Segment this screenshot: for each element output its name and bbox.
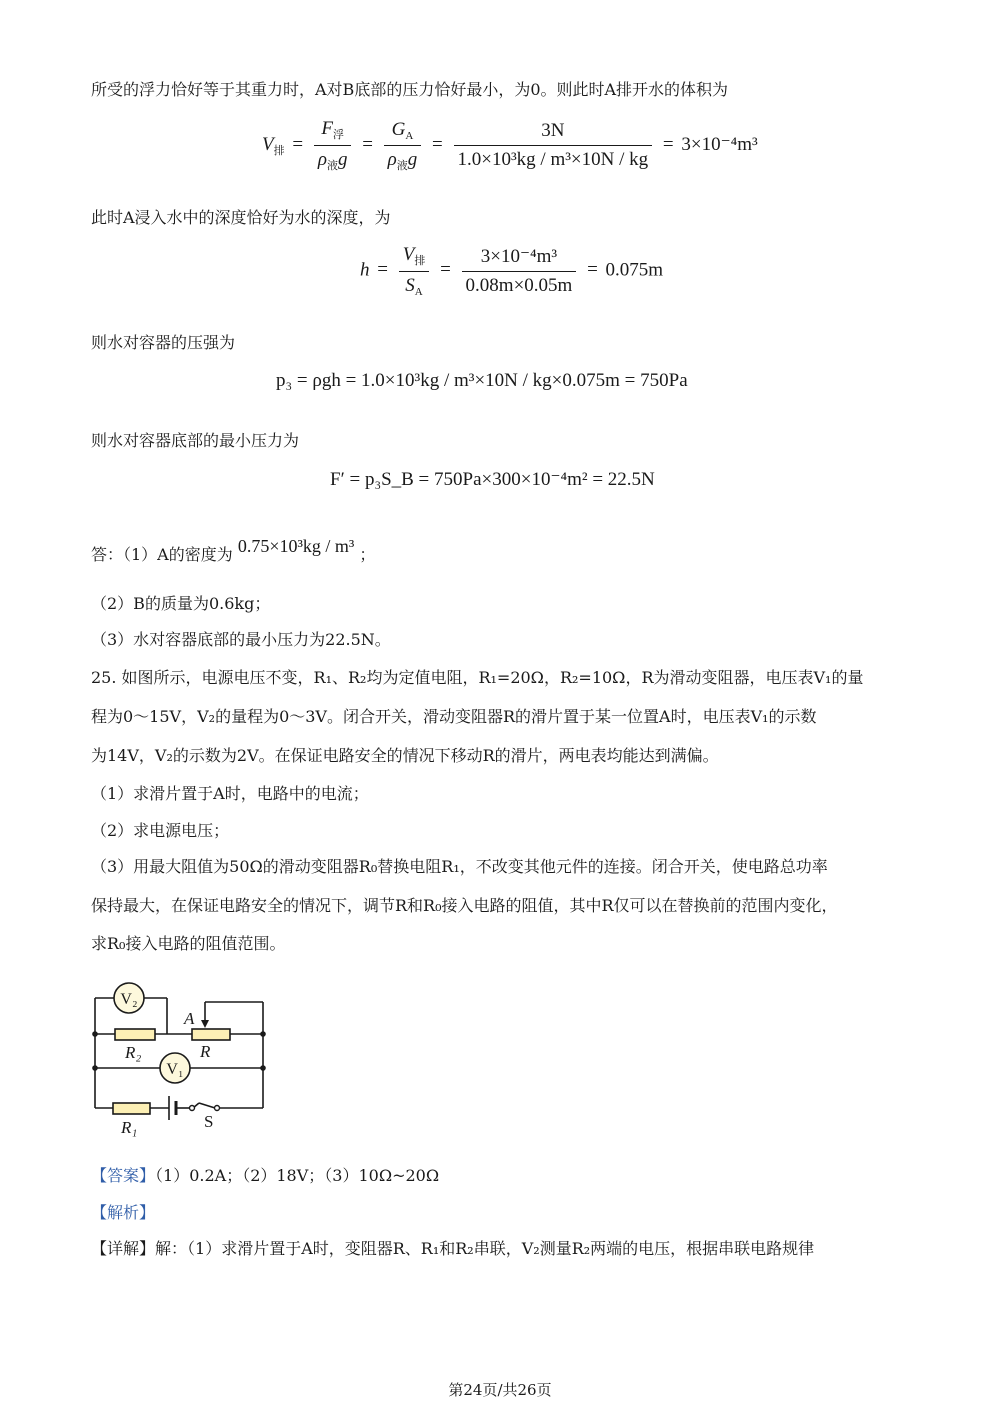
answer-tag: 【答案】	[91, 1166, 156, 1185]
answer-line-3: （3）水对容器底部的最小压力为22.5N。	[91, 630, 391, 649]
rheostat-r	[192, 1029, 230, 1040]
junction-dot	[260, 1065, 266, 1071]
answer-section	[91, 1166, 921, 1186]
switch-contact	[215, 1106, 220, 1111]
equation-min-force: F′ = p₃S_B = 750Pa×300×10⁻⁴m² = 22.5N	[330, 469, 655, 490]
question-25-sub: 求R₀接入电路的阻值范围。	[91, 934, 286, 953]
r1-label: R₁	[121, 1118, 138, 1137]
slider-arrow	[201, 1020, 209, 1028]
question-25-sub: （2）求电源电压；	[91, 821, 230, 840]
analysis-tag: 【解析】	[91, 1203, 156, 1222]
r2-label: R₂	[125, 1043, 142, 1062]
question-25-sub: （1）求滑片置于A时，电路中的电流；	[91, 784, 369, 803]
detail-tag: 【详解】	[91, 1239, 156, 1258]
junction-dot	[92, 1065, 98, 1071]
junction-dot	[260, 1031, 266, 1037]
v2-label: V₂	[120, 991, 138, 1008]
answer-density: 0.75×10³kg / m³	[237, 536, 355, 556]
text-line: 则水对容器底部的最小压力为	[91, 431, 300, 450]
r-label: R	[200, 1042, 211, 1061]
analysis-section	[91, 1203, 921, 1223]
a-label: A	[184, 1009, 195, 1028]
answer-line-1: 答：（1）A的密度为 0.75×10³kg / m³ ；	[91, 536, 376, 564]
detail-section	[91, 1239, 921, 1259]
equation-depth: h = $\frac{V_排}{S_A}$ = $\frac{\text{3×10⁻⁴m³}}{0.08m\times 0.05m}$ = 0.075m	[360, 244, 664, 298]
question-25-sub: 保持最大，在保证电路安全的情况下，调节R和R₀接入电路的阻值，其中R仅可以在替换前的范围内变化，	[91, 896, 838, 915]
resistor-r1	[113, 1103, 150, 1114]
resistor-r2	[115, 1029, 155, 1040]
junction-dot	[92, 1031, 98, 1037]
circuit-diagram	[85, 980, 285, 1140]
text-line: 此时A浸入水中的深度恰好为水的深度，为	[91, 208, 391, 227]
v1-label: V₁	[166, 1061, 184, 1078]
question-25-line: 程为0～15V，V₂的量程为0～3V。闭合开关，滑动变阻器R的滑片置于某一位置A时，电压表V₁的示数	[91, 707, 817, 726]
question-25-line: 25. 如图所示，电源电压不变，R₁、R₂均为定值电阻，R₁=20Ω，R₂=10Ω，R为滑动变阻器，电压表V₁的量	[91, 668, 864, 687]
equation-pressure: p₃ = ρgh = 1.0×10³kg / m³×10N / kg×0.075m = 750Pa	[276, 370, 688, 391]
equation-displaced-volume: $V_排$ = $\frac{F_浮}{\rho_液g}$ = $\frac{G_A}{\rho_液g}$ = $\frac{3N}{\text{1.0×10³kg / m³×10N / kg}}$ = 3×10⁻⁴m³	[262, 118, 758, 172]
s-label: S	[204, 1112, 214, 1131]
switch-contact	[190, 1106, 195, 1111]
question-25-line: 为14V，V₂的示数为2V。在保证电路安全的情况下移动R的滑片，两电表均能达到满偏。	[91, 746, 719, 765]
page-footer: 第24页/共26页	[448, 1381, 552, 1399]
text-line: 则水对容器的压强为	[91, 333, 236, 352]
answer-text: （1）0.2A；（2）18V；（3）10Ω~20Ω	[155, 1166, 440, 1185]
detail-text: 解：（1）求滑片置于A时，变阻器R、R₁和R₂串联，V₂测量R₂两端的电压，根据串联电路规律	[155, 1239, 815, 1258]
question-25-sub: （3）用最大阻值为50Ω的滑动变阻器R₀替换电阻R₁，不改变其他元件的连接。闭合开关，使电路总功率	[91, 857, 828, 876]
answer-line-2: （2）B的质量为0.6kg；	[91, 594, 271, 613]
text-line: 所受的浮力恰好等于其重力时，A对B底部的压力恰好最小，为0。则此时A排开水的体积为	[91, 80, 729, 99]
